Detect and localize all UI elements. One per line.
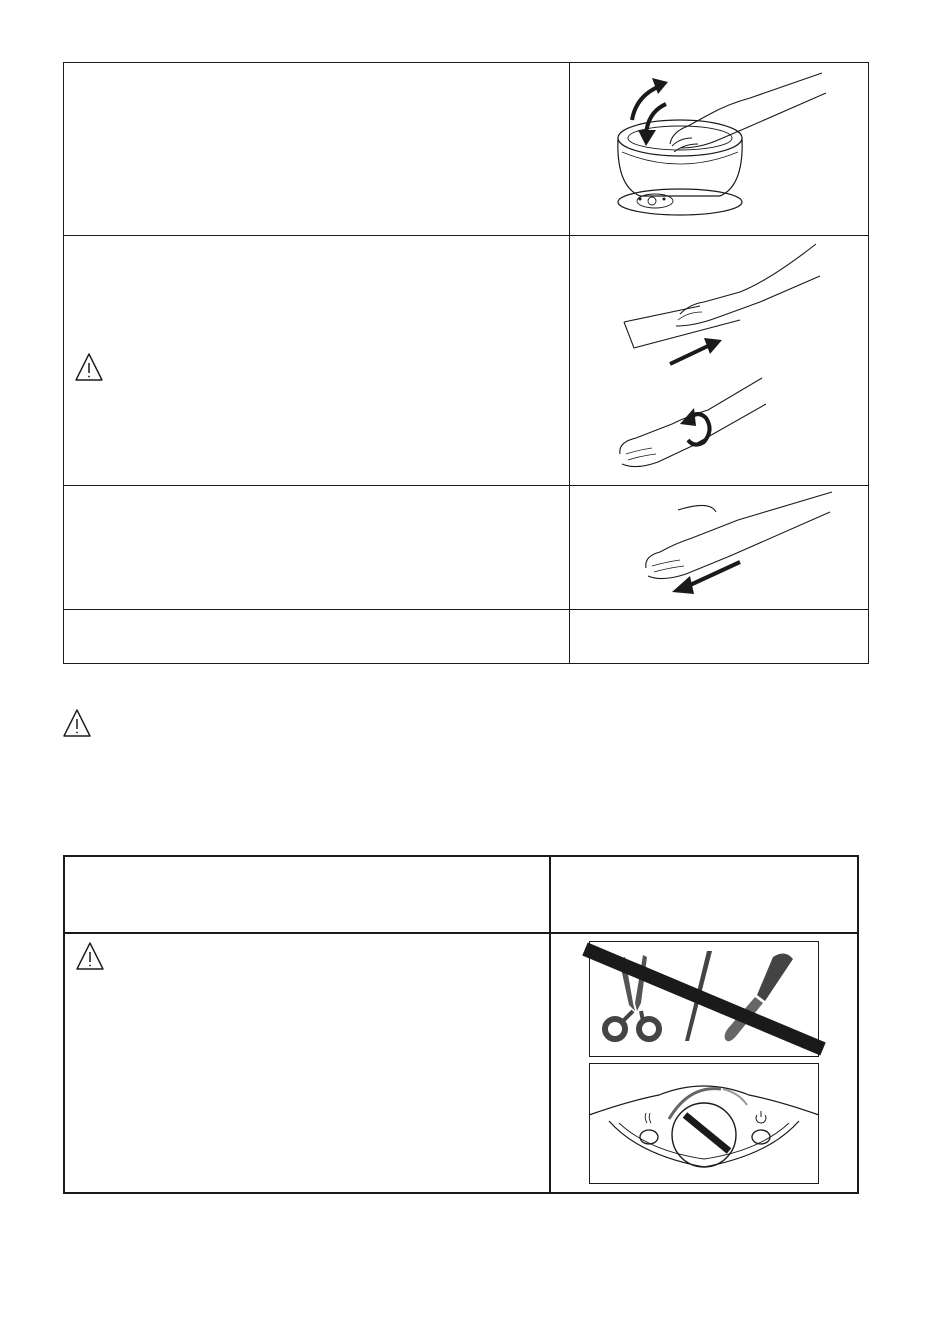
hand-dip-in-wax-bath-illustration: [600, 68, 840, 228]
no-sharp-tools-illustration: [589, 941, 819, 1057]
warning-triangle-icon: [75, 941, 105, 971]
control-panel-illustration: [589, 1063, 819, 1184]
power-icon: [756, 1111, 766, 1123]
heat-icon: [645, 1113, 651, 1123]
steps-table-row-divider-3: [63, 609, 869, 610]
hand-in-plastic-bag-illustration: [620, 240, 830, 370]
steps-table-row-divider-2: [63, 485, 869, 486]
wrap-wrist-illustration: [612, 374, 772, 480]
maintenance-table-column-divider: [549, 855, 551, 1194]
remove-wax-illustration: [640, 490, 840, 602]
warning-triangle-icon: [74, 352, 104, 382]
steps-table-column-divider: [569, 62, 570, 664]
steps-table-row-divider-1: [63, 235, 869, 236]
warning-triangle-icon: [62, 708, 92, 738]
maintenance-table-header-divider: [63, 932, 859, 934]
